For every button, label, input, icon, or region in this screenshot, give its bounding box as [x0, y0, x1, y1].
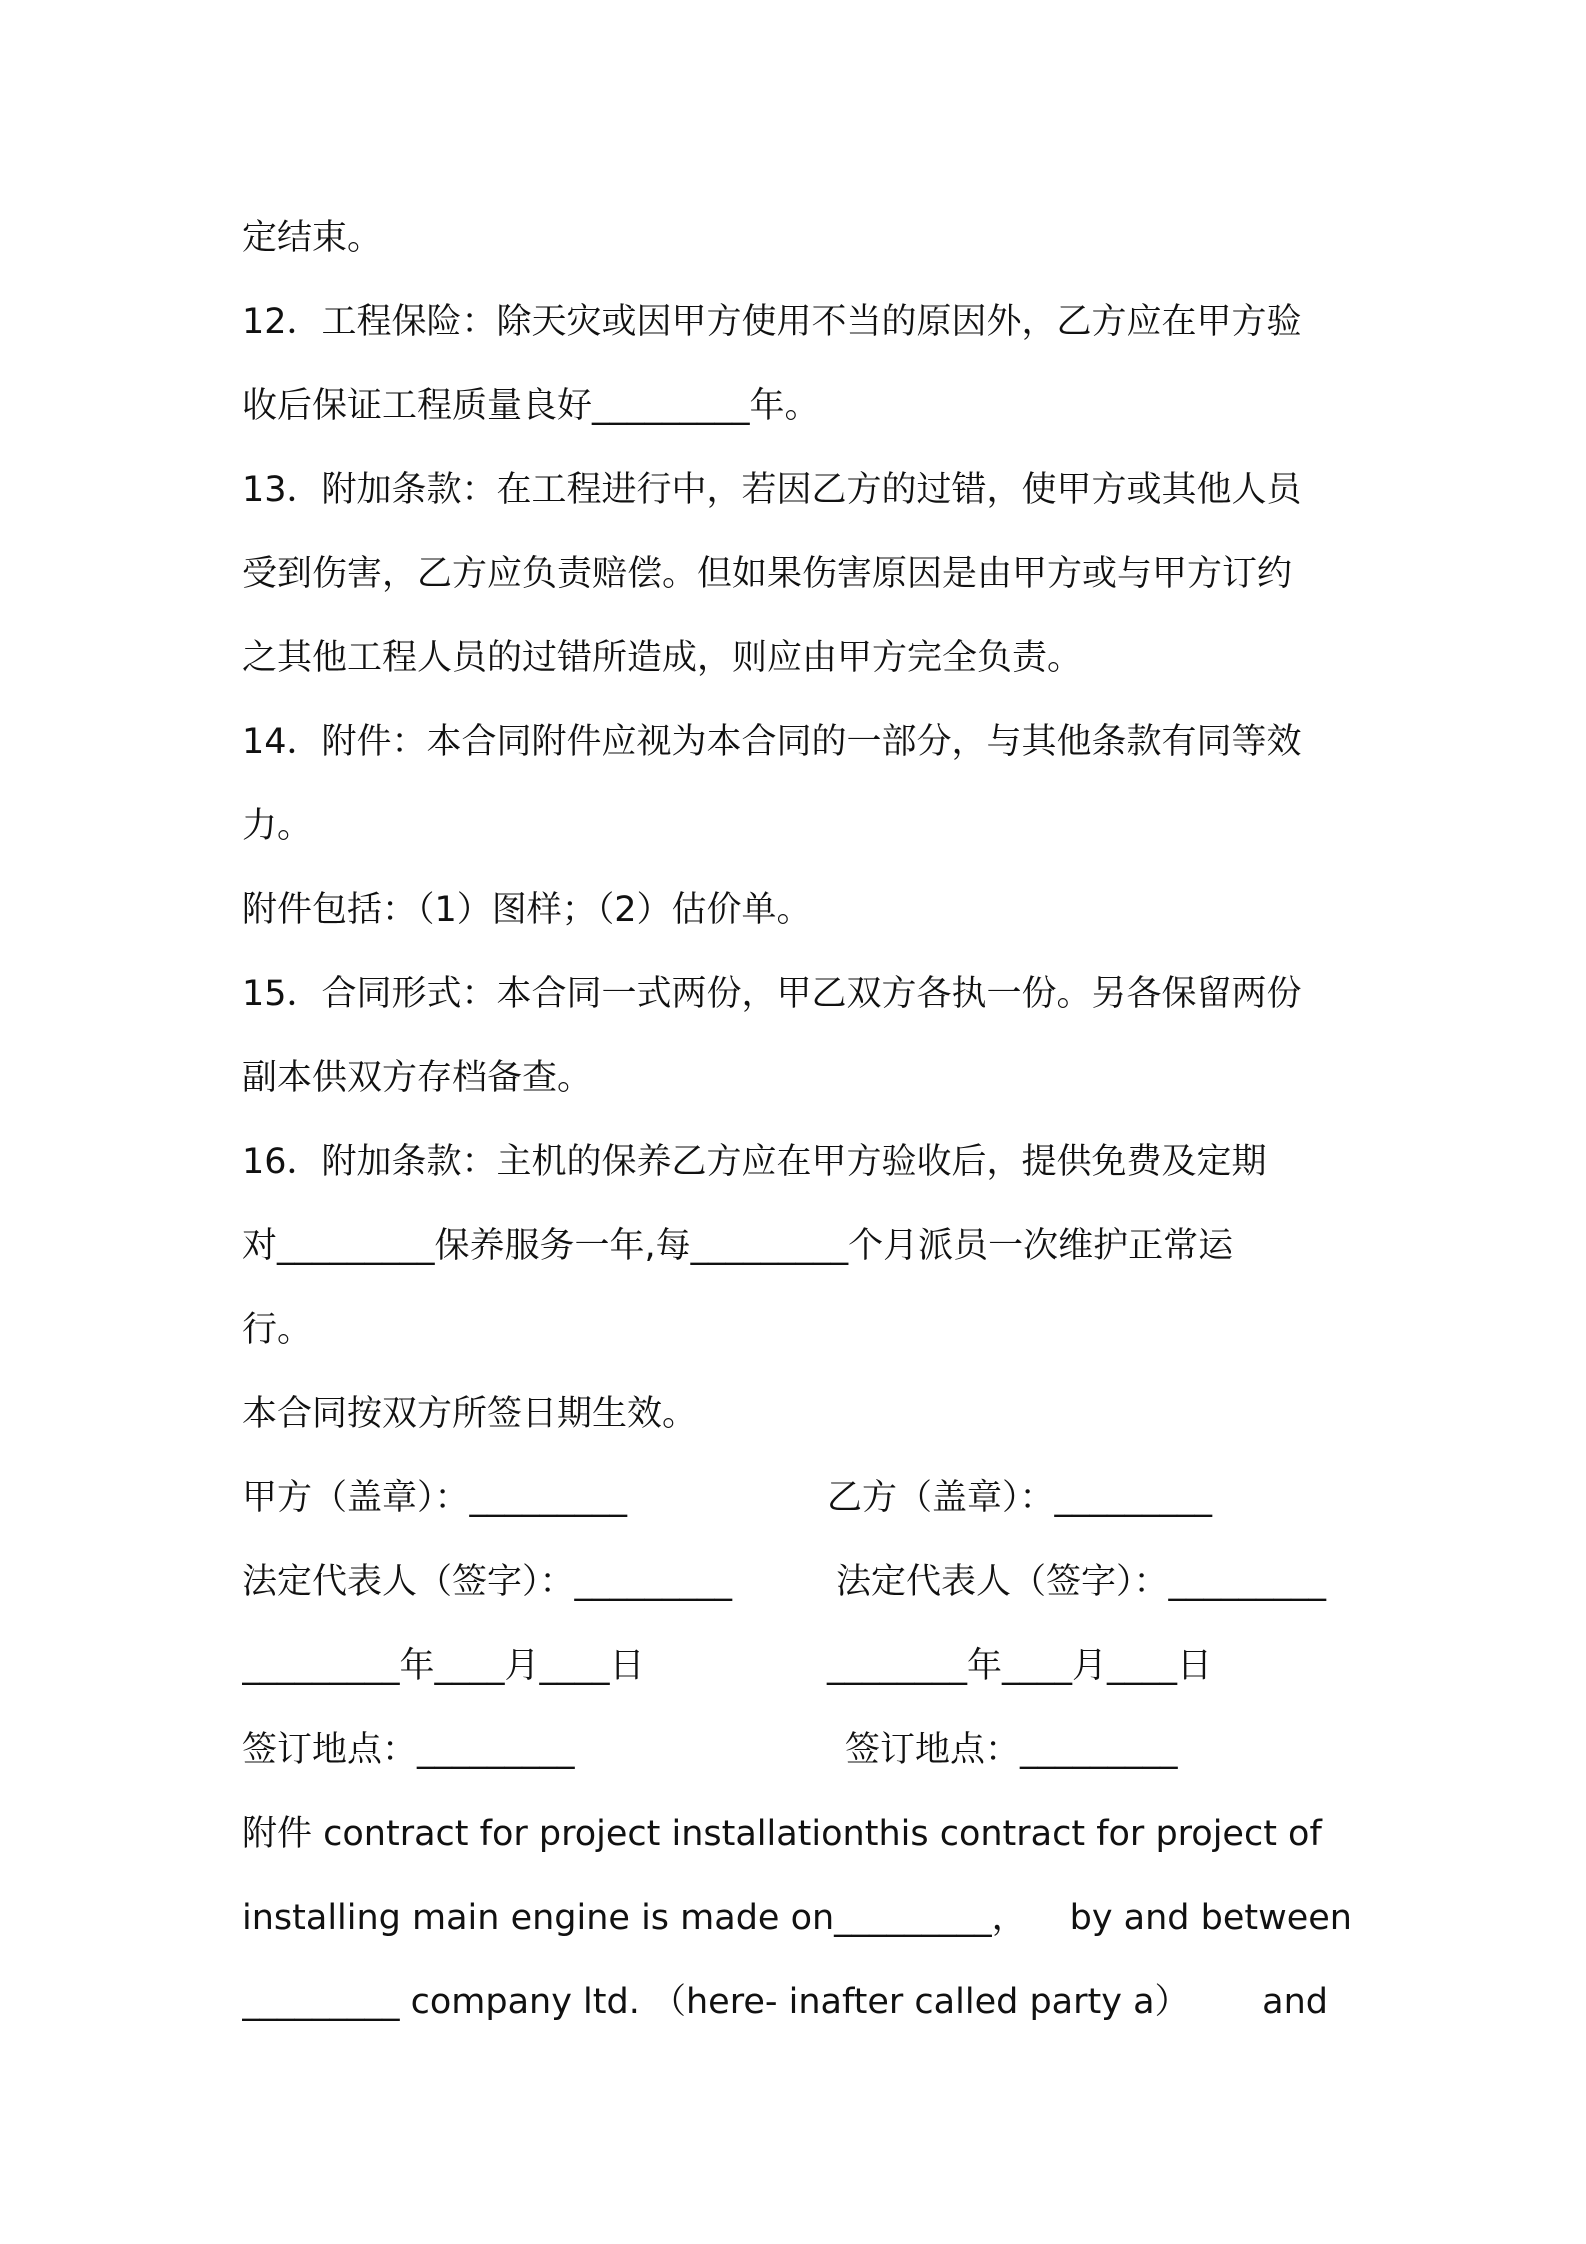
party-b-seal: 乙方（盖章）：_________: [827, 1478, 1213, 1518]
party-b-representative: 法定代表人（签字）：_________: [836, 1562, 1327, 1602]
clause-13-line-3: 之其他工程人员的过错所造成，则应由甲方完全负责。: [242, 638, 1083, 678]
document-body: [242, 196, 1352, 2044]
text-line-1: 定结束。: [242, 218, 383, 258]
clause-16-line-3: 行。: [242, 1310, 313, 1350]
party-b-place: 签订地点：_________: [845, 1730, 1178, 1770]
signature-date-row: [242, 1624, 1352, 1708]
clause-14-line-1: 14．附件：本合同附件应视为本合同的一部分，与其他条款有同等效: [242, 722, 1302, 762]
signature-rep-row: [242, 1540, 1352, 1624]
attachments-line: 附件包括：（1）图样；（2）估价单。: [242, 890, 812, 930]
clause-12-line-2: 收后保证工程质量良好_________年。: [242, 386, 820, 426]
party-b-date: ________年____月____日: [827, 1646, 1213, 1686]
clause-13-line-1: 13．附加条款：在工程进行中，若因乙方的过错，使甲方或其他人员: [242, 470, 1302, 510]
party-a-place: 签订地点：_________: [242, 1730, 575, 1770]
english-line-3-left: _________ company ltd. （here- inafter called party a）: [242, 1982, 1190, 2022]
party-a-representative: 法定代表人（签字）：_________: [242, 1562, 733, 1602]
clause-14-line-2: 力。: [242, 806, 313, 846]
english-line-3-right: and: [1262, 1982, 1328, 2022]
english-line-2-right: by and between: [1069, 1898, 1352, 1938]
english-line-3: [242, 1960, 1352, 2044]
clause-15-line-1: 15．合同形式：本合同一式两份，甲乙双方各执一份。另各保留两份: [242, 974, 1302, 1014]
signature-seal-row: [242, 1456, 1352, 1540]
clause-15-line-2: 副本供双方存档备查。: [242, 1058, 593, 1098]
party-a-seal: 甲方（盖章）：_________: [242, 1478, 628, 1518]
clause-13-line-2: 受到伤害，乙方应负责赔偿。但如果伤害原因是由甲方或与甲方订约: [242, 554, 1293, 594]
clause-16-line-2: 对_________保养服务一年,每_________个月派员一次维护正常运: [242, 1226, 1234, 1266]
party-a-date: _________年____月____日: [242, 1646, 645, 1686]
clause-16-line-1: 16．附加条款：主机的保养乙方应在甲方验收后，提供免费及定期: [242, 1142, 1267, 1182]
effective-line: 本合同按双方所签日期生效。: [242, 1394, 698, 1434]
english-line-1: 附件 contract for project installationthis contract for project of: [242, 1814, 1322, 1854]
english-line-2: [242, 1876, 1352, 1960]
english-line-2-left: installing main engine is made on_________，: [242, 1898, 1027, 1938]
clause-12-line-1: 12．工程保险：除天灾或因甲方使用不当的原因外，乙方应在甲方验: [242, 302, 1302, 342]
signature-place-row: [242, 1708, 1352, 1792]
